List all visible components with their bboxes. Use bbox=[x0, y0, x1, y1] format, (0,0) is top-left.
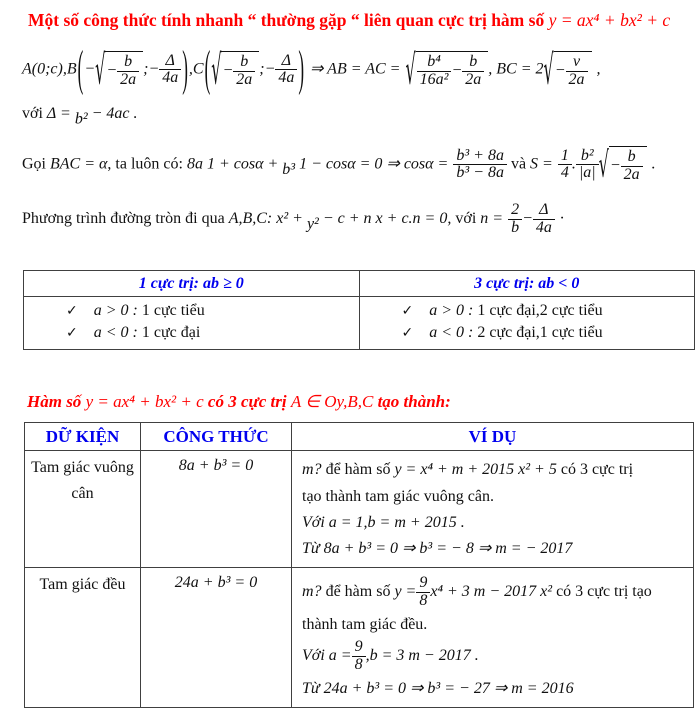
example-line: thành tam giác đều. bbox=[302, 615, 428, 633]
fraction: $\frac{b}{2a}$ bbox=[233, 54, 255, 89]
header-3-cuc-tri: 3 cực trị: ab < 0 bbox=[359, 271, 695, 297]
math-token: : x² + bbox=[266, 209, 307, 227]
header-1-cuc-tri: 1 cực trị: ab ≥ 0 bbox=[24, 271, 360, 297]
math-token: − bbox=[522, 209, 533, 227]
check-icon: ✓ bbox=[401, 325, 414, 342]
example-line: tạo thành tam giác vuông cân. bbox=[302, 487, 494, 505]
table-header-row bbox=[25, 423, 694, 451]
text-token: với bbox=[22, 104, 47, 122]
math-token: S = bbox=[530, 155, 553, 173]
formula-cell: 24a + b³ = 0 bbox=[141, 568, 292, 708]
list-item: ✓ a < 0 : 2 cực đại,1 cực tiểu bbox=[401, 324, 603, 342]
math-token: − bbox=[222, 61, 234, 79]
math-token: · bbox=[559, 209, 564, 227]
fraction: $\frac{b}{2a}$ bbox=[117, 54, 139, 89]
list-item: ✓ a > 0 : 1 cực đại,2 cực tiểu bbox=[401, 302, 603, 320]
math-token: BAC = α bbox=[50, 155, 108, 173]
fraction: $\frac{1}{4}$ bbox=[558, 148, 572, 183]
right-paren: ) bbox=[298, 40, 305, 96]
condition-cell: Tam giác vuông cân bbox=[25, 451, 141, 568]
table-row-deu bbox=[25, 568, 694, 708]
math-token: Δ = bbox=[46, 104, 75, 122]
fraction: $\frac{v}{2a}$ bbox=[566, 54, 588, 89]
math-token: − bbox=[106, 61, 118, 79]
math-token: , bbox=[596, 60, 601, 78]
example-line: Với a = $\frac{9}{8}$ ,b = 3 m − 2017 . bbox=[302, 637, 479, 673]
math-token: − 4ac . bbox=[87, 104, 138, 122]
one-extremum-cell bbox=[24, 297, 360, 350]
math-token: − bbox=[451, 61, 463, 79]
header-cong-thuc: CÔNG THỨC bbox=[141, 423, 292, 451]
table-body-row bbox=[24, 297, 695, 350]
radical: √− $\frac{b}{2a}$ bbox=[599, 146, 647, 184]
fraction: $\frac{\Delta}{4a}$ bbox=[533, 202, 555, 237]
math-token: b³ bbox=[282, 161, 296, 179]
example-line: m? để hàm số y = x⁴ + m + 2015 x² + 5 có 3 cực trị bbox=[302, 461, 634, 479]
table-row-vuong-can bbox=[25, 451, 694, 568]
title-text: Một số công thức tính nhanh “ thường gặp “ liên quan cực trị hàm số bbox=[28, 10, 549, 30]
math-token: ;− bbox=[259, 60, 276, 78]
math-token: n = bbox=[480, 209, 504, 227]
list-item: ✓ a > 0 : 1 cực tiểu bbox=[66, 302, 205, 320]
extrema-count-table bbox=[23, 270, 695, 350]
delta-definition-line bbox=[22, 105, 696, 129]
angle-formula-line bbox=[22, 146, 696, 184]
radical: √ $\frac{\text{b⁴}}{\text{16a²}}$ − $\frac{b}{2a}$ bbox=[405, 51, 488, 89]
example-line: m? để hàm số y = $\frac{9}{8}$ x⁴ + 3 m − 2017 x² có 3 cực trị tạo bbox=[302, 574, 652, 609]
fraction: $\frac{\Delta}{4a}$ bbox=[275, 53, 297, 88]
text-token: và bbox=[506, 155, 531, 173]
math-token: ,C bbox=[188, 60, 204, 78]
text-token: với bbox=[451, 209, 481, 227]
triangle-formula-table bbox=[24, 422, 694, 707]
fraction: $\frac{\Delta}{4a}$ bbox=[159, 53, 181, 88]
math-token: − bbox=[554, 61, 566, 79]
example-cell bbox=[292, 451, 694, 568]
header-vi-du: VÍ DỤ bbox=[292, 423, 694, 451]
fraction: $\frac{b}{2a}$ bbox=[462, 54, 484, 89]
check-icon: ✓ bbox=[66, 325, 78, 342]
formula-cell: 8a + b³ = 0 bbox=[141, 451, 292, 568]
check-icon: ✓ bbox=[66, 303, 78, 320]
math-token: − bbox=[609, 157, 621, 175]
text-token: Gọi bbox=[22, 155, 50, 173]
check-icon: ✓ bbox=[401, 303, 414, 320]
left-paren: ( bbox=[204, 40, 211, 96]
coords-formula-line bbox=[22, 40, 696, 96]
math-token: A,B,C bbox=[228, 209, 267, 227]
fraction: $\frac{9}{8}$ bbox=[352, 639, 366, 674]
condition-cell: Tam giác đều bbox=[25, 568, 141, 708]
math-token: − c + n x + c.n = 0, bbox=[318, 209, 452, 227]
example-line: Với a = 1,b = m + 2015 . bbox=[302, 513, 465, 531]
title-math: y = ax⁴ + bx² + c bbox=[548, 10, 671, 30]
math-token: 1 − cosα = 0 ⇒ cosα = bbox=[295, 155, 449, 173]
text-token: , ta luôn có: bbox=[107, 155, 187, 173]
radical: √− $\frac{v}{2a}$ bbox=[544, 51, 592, 89]
example-line: Từ 8a + b³ = 0 ⇒ b³ = − 8 ⇒ m = − 2017 bbox=[302, 539, 573, 557]
math-token: . bbox=[571, 155, 576, 173]
fraction: $\frac{9}{8}$ bbox=[416, 575, 430, 610]
right-paren: ) bbox=[182, 40, 188, 96]
text-token: Phương trình đường tròn đi qua bbox=[22, 209, 229, 227]
math-token: y² bbox=[306, 215, 319, 233]
math-token: − bbox=[84, 60, 96, 78]
math-token: , BC = 2 bbox=[488, 60, 544, 78]
fraction: $\frac{\text{b²}}{|a|}$ bbox=[576, 148, 599, 183]
fraction: $\frac{b}{2a}$ bbox=[621, 149, 643, 184]
circle-equation-line bbox=[22, 202, 696, 237]
radical: √− $\frac{b}{2a}$ bbox=[95, 51, 143, 89]
fraction: $\frac{\text{b⁴}}{\text{16a²}}$ bbox=[417, 54, 452, 89]
fraction: $\frac{\text{b³ + 8a}}{\text{b³ − 8a}}$ bbox=[453, 148, 507, 183]
radical: √− $\frac{b}{2a}$ bbox=[211, 51, 259, 89]
example-cell bbox=[292, 568, 694, 708]
three-extrema-cell bbox=[359, 297, 695, 350]
example-line: Từ 24a + b³ = 0 ⇒ b³ = − 27 ⇒ m = 2016 bbox=[302, 679, 574, 697]
fraction: $\frac{2}{b}$ bbox=[508, 202, 522, 237]
math-token: . bbox=[651, 155, 656, 173]
left-paren: ( bbox=[77, 40, 84, 96]
list-item: ✓ a < 0 : 1 cực đại bbox=[66, 324, 201, 342]
document-title bbox=[28, 10, 696, 31]
math-token: A(0;c),B bbox=[22, 60, 77, 78]
table-header-row bbox=[24, 271, 695, 297]
math-token: b² bbox=[74, 110, 88, 128]
math-token: ;− bbox=[143, 60, 160, 78]
header-du-kien: DỮ KIỆN bbox=[25, 423, 141, 451]
math-token: 8a 1 + cosα + bbox=[186, 155, 283, 173]
triangle-section-heading: Hàm số y = ax⁴ + bx² + c có 3 cực trị A ∈ Oy,B,C tạo thành: bbox=[27, 392, 451, 412]
math-token: ⇒ AB = AC = bbox=[310, 60, 401, 78]
